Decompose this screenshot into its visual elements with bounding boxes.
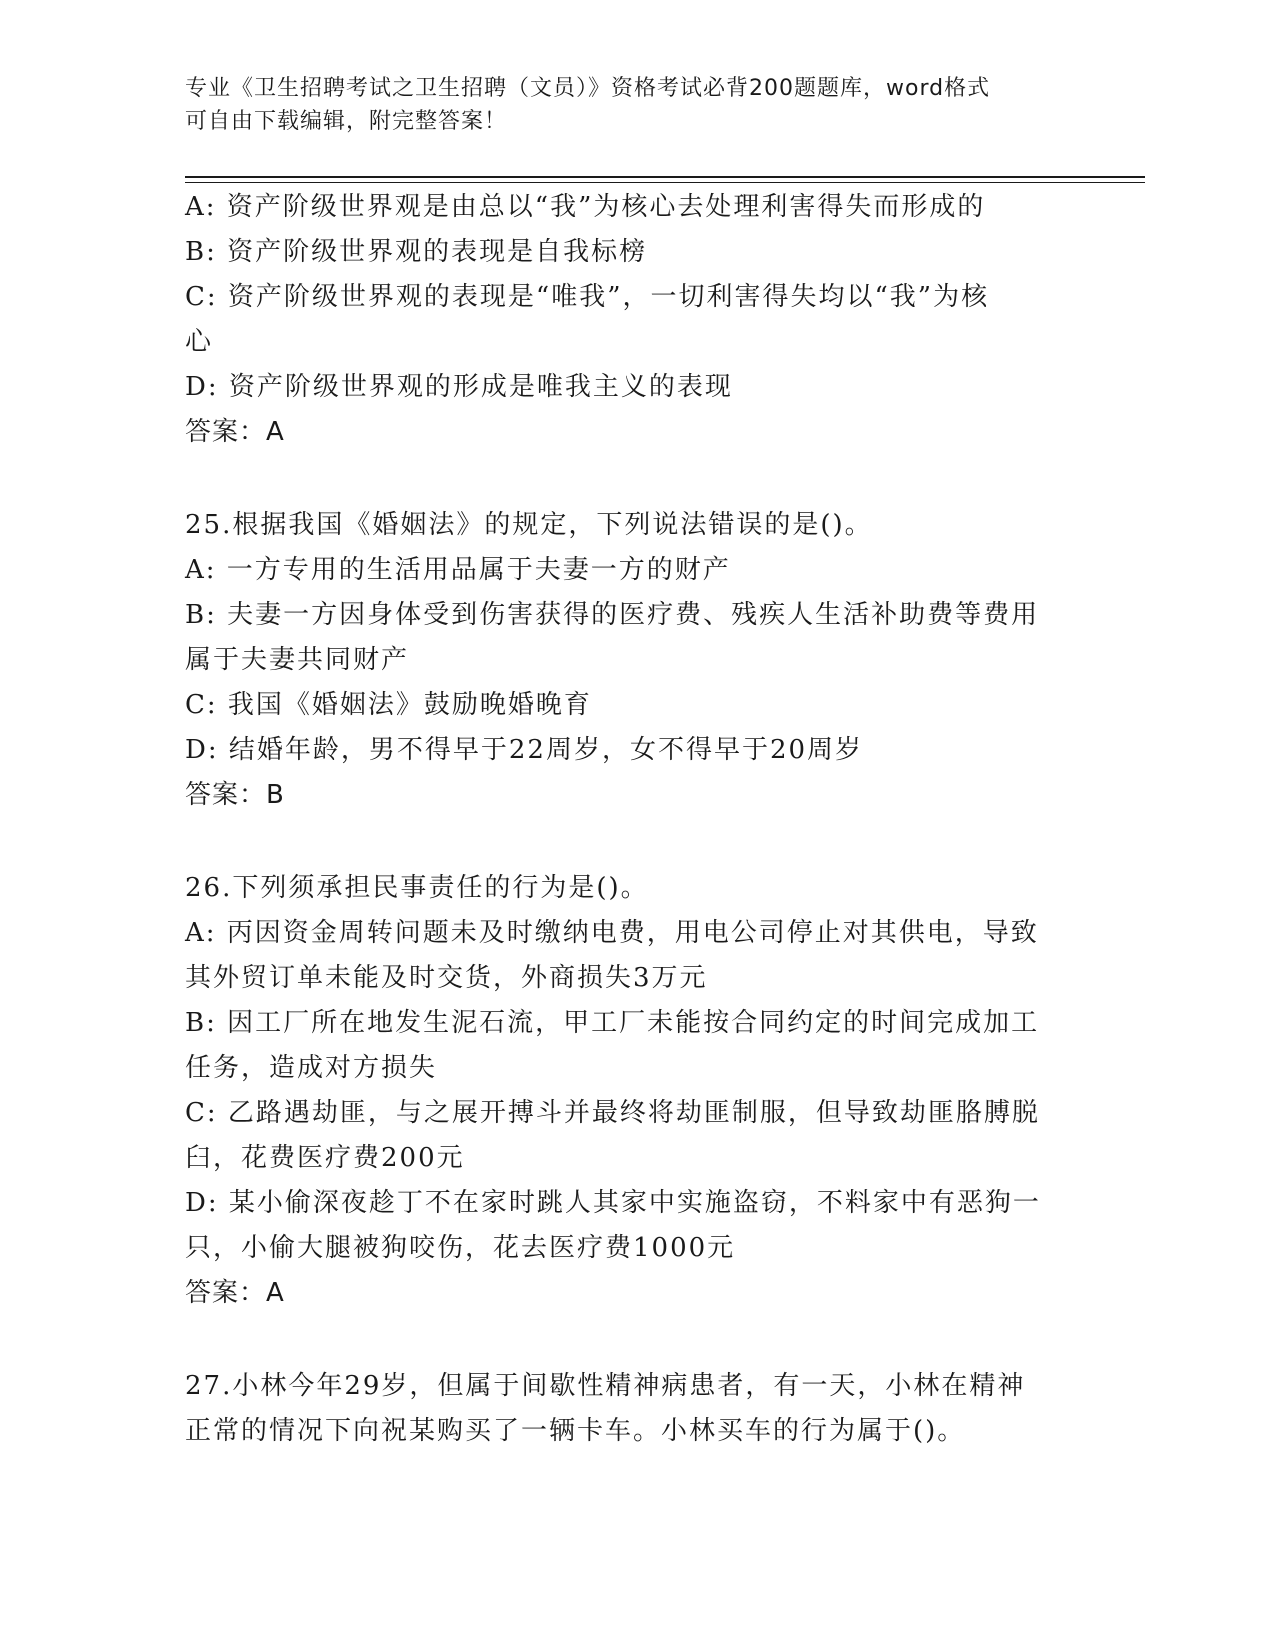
q26-option-b-line1: B: 因工厂所在地发生泥石流，甲工厂未能按合同约定的时间完成加工: [185, 1008, 1040, 1038]
header-line-2: 可自由下载编辑，附完整答案！: [185, 109, 508, 134]
question-25-block: [185, 503, 1085, 818]
q26-option-c-line1: C: 乙路遇劫匪，与之展开搏斗并最终将劫匪制服，但导致劫匪胳膊脱: [185, 1098, 1040, 1128]
q24-option-c-line1: C: 资产阶级世界观的表现是“唯我”，一切利害得失均以“我”为核: [185, 282, 990, 312]
q24-option-a: A: 资产阶级世界观是由总以“我”为核心去处理利害得失而形成的: [185, 192, 986, 222]
q25-stem: 25.根据我国《婚姻法》的规定，下列说法错误的是()。: [185, 510, 873, 540]
spacer: [185, 1316, 1085, 1364]
q26-option-b-line2: 任务，造成对方损失: [185, 1053, 438, 1083]
q24-option-d: D: 资产阶级世界观的形成是唯我主义的表现: [185, 372, 733, 402]
q27-stem-line2: 正常的情况下向祝某购买了一辆卡车。小林买车的行为属于()。: [185, 1416, 966, 1446]
q26-option-a-line2: 其外贸订单未能及时交货，外商损失3万元: [185, 963, 708, 993]
q26-option-d-line2: 只，小偷大腿被狗咬伤，花去医疗费1000元: [185, 1233, 736, 1263]
q27-stem-line1: 27.小林今年29岁，但属于间歇性精神病患者，有一天，小林在精神: [185, 1371, 1026, 1401]
q25-option-d: D: 结婚年龄，男不得早于22周岁，女不得早于20周岁: [185, 735, 864, 765]
q26-option-c-line2: 臼，花费医疗费200元: [185, 1143, 465, 1173]
question-26-block: [185, 866, 1085, 1316]
q25-option-c: C: 我国《婚姻法》鼓励晚婚晚育: [185, 690, 592, 720]
q24-option-c-line2: 心: [185, 327, 214, 357]
q25-option-a: A: 一方专用的生活用品属于夫妻一方的财产: [185, 555, 731, 585]
q25-option-b-line1: B: 夫妻一方因身体受到伤害获得的医疗费、残疾人生活补助费等费用: [185, 600, 1040, 630]
header-divider-thick: [185, 176, 1145, 178]
q24-option-b: B: 资产阶级世界观的表现是自我标榜: [185, 237, 648, 267]
q26-option-a-line1: A: 丙因资金周转问题未及时缴纳电费，用电公司停止对其供电，导致: [185, 918, 1039, 948]
q25-option-b-line2: 属于夫妻共同财产: [185, 645, 410, 675]
document-header: [185, 72, 1085, 138]
q26-option-d-line1: D: 某小偷深夜趁丁不在家时跳人其家中实施盗窃，不料家中有恶狗一: [185, 1188, 1041, 1218]
spacer: [185, 818, 1085, 866]
header-divider-thin: [185, 182, 1145, 183]
question-27-block: [185, 1364, 1085, 1454]
q26-answer: 答案：A: [185, 1278, 285, 1308]
question-content: [185, 185, 1085, 1454]
header-line-1: 专业《卫生招聘考试之卫生招聘（文员）》资格考试必背200题题库，word格式: [185, 76, 991, 101]
spacer: [185, 455, 1085, 503]
q26-stem: 26.下列须承担民事责任的行为是()。: [185, 873, 649, 903]
question-24-block: [185, 185, 1085, 455]
q25-answer: 答案：B: [185, 780, 285, 810]
q24-answer: 答案：A: [185, 417, 285, 447]
